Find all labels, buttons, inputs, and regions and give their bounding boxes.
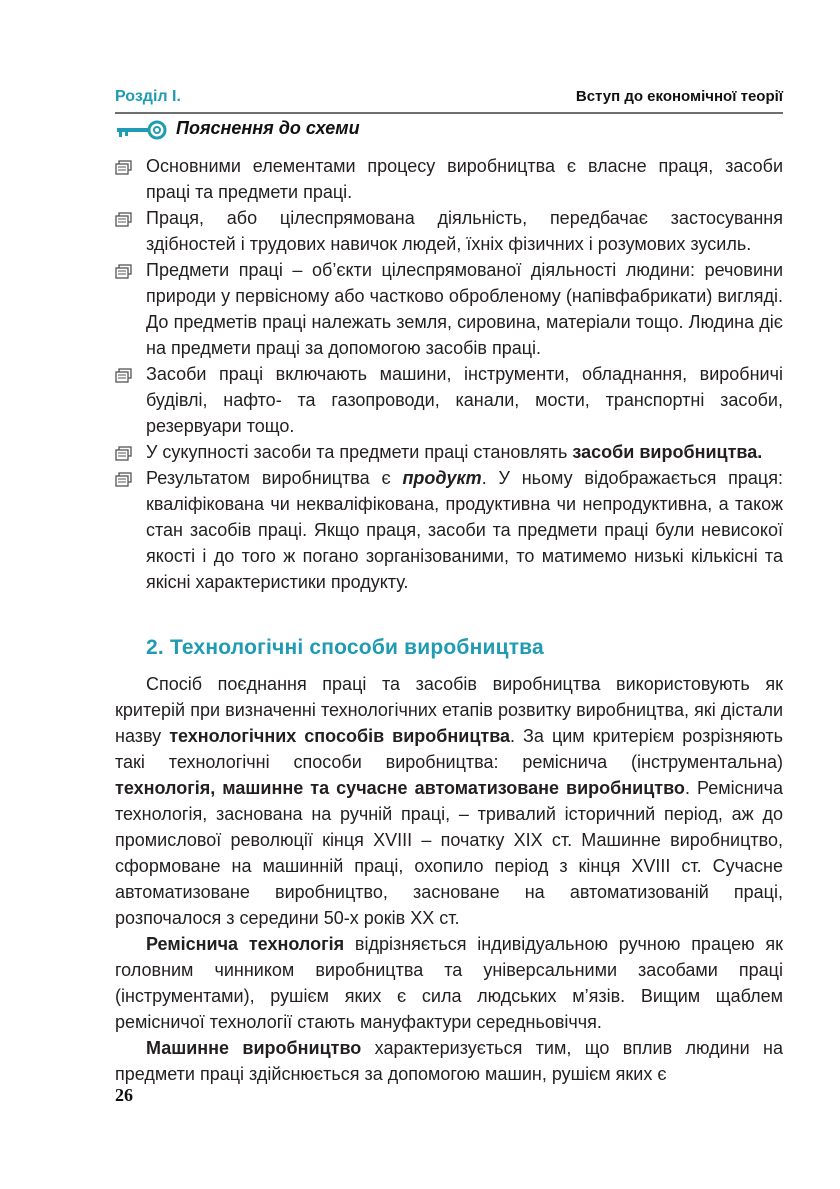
list-item-text: Праця, або цілеспрямована діяльність, передбачає застосування здібностей і трудових навичок людей, їхніх фізичних і розумових зусиль. [146,208,783,254]
term-bold-italic: продукт [402,468,482,488]
body-text [115,671,783,1087]
key-icon [115,120,167,140]
running-header [115,86,783,114]
book-icon [115,446,132,461]
list-item-text: Предмети праці – об’єкти цілеспрямованої діяльності людини: речовини природи у первісному або частково обробленому (напівфабрикати) вигляді. До предметів праці належать земля, сировина, матеріали тощо. Людина діє на предмети праці за допомогою засобів праці. [146,260,783,358]
list-item-text: . У ньому відображається праця: кваліфікована чи некваліфікована, продуктивна чи непродуктивна, а також стан засобів праці. Якщо праця, засоби та предмети праці були невисокої якості і до того ж погано зорганізованими, то матимемо низькі кількісні та якісні характеристики продукту. [146,468,783,592]
page-number: 26 [115,1085,133,1105]
text-run: характеризується тим, що вплив людини на предмети праці здійснюється за допомогою машин, рушієм яких є [115,1038,783,1084]
chapter-title: Вступ до економічної теорії [575,88,783,105]
term-bold: , [210,778,223,798]
book-icon [115,264,132,279]
list-item [115,465,783,595]
book-icon [115,212,132,227]
list-item [115,257,783,361]
list-item-text: Результатом виробництва є [146,468,403,488]
paragraph [115,1035,783,1087]
paragraph [115,931,783,1035]
term-bold: засоби виробництва. [572,442,763,462]
text-run: відрізняється індивідуальною ручною працею як головним чинником виробництва та універсальними засобами праці (інструментами), рушієм яких є сила людських м’язів. Вищим щаблем ремісничої технології стають мануфактури середньовіччя. [115,934,783,1032]
term-bold: технологічних способів виробництва [169,726,511,746]
text-run: Спосіб поєднання праці та засобів виробництва використовують як критерій при визначенні технологічних етапів розвитку виробництва, які дістали назву [115,674,783,746]
paragraph [115,671,783,931]
list-item [115,153,783,205]
term-bold: Реміснича технологія [146,934,345,954]
section-heading: 2. Технологічні способи виробництва [146,636,544,659]
explanation-heading [115,118,615,142]
term-bold: технологія [115,778,211,798]
list-item [115,361,783,439]
book-icon [115,368,132,383]
text-run: . Реміснича технологія, заснована на ручній праці, – тривалий історичний період, аж до промислової революції кінця XVIII – початку XIX ст. Машинне виробництво, сформоване на машинній праці, охопило період з кінця XVIII ст. Сучасне автоматизоване виробництво, засноване на автоматизованій праці, розпочалося з середини 50-х років XX ст. [115,778,783,928]
term-bold: Машинне виробництво [146,1038,362,1058]
list-item-text: Засоби праці включають машини, інструменти, обладнання, виробничі будівлі, нафто- та газопроводи, канали, мости, транспортні засоби, резервуари тощо. [146,364,783,436]
term-bold: машинне та сучасне автоматизоване виробництво [222,778,685,798]
section-label: Розділ І. [115,88,181,105]
list-item [115,439,783,465]
explanation-title: Пояснення до схеми [176,118,360,138]
book-icon [115,160,132,175]
list-item-text: Основними елементами процесу виробництва є власне праця, засоби праці та предмети праці. [146,156,783,202]
bullet-list [115,153,783,595]
book-icon [115,472,132,487]
text-run: . За цим критерієм розрізняють такі технологічні способи виробництва: реміснича (інструментальна) [115,726,784,772]
list-item-text: У сукупності засоби та предмети праці становлять [146,442,573,462]
list-item [115,205,783,257]
